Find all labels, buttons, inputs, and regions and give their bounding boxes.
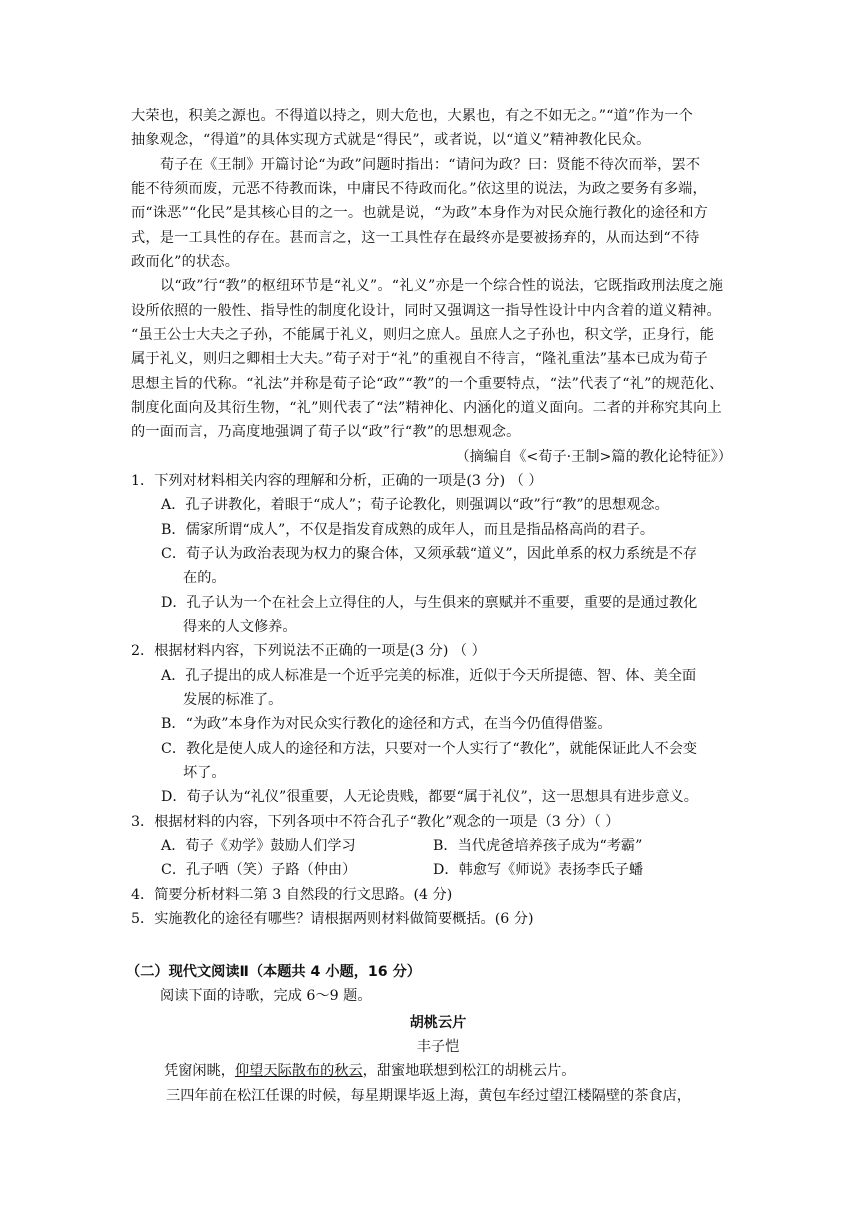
- poem-line-1: [164, 1059, 575, 1083]
- passage-line: 大荣也，积美之源也。不得道以持之，则大危也，大累也，有之不如无之。”“道”作为一个: [131, 108, 693, 124]
- question-4: 4．简要分析材料二第 3 自然段的行文思路。(4 分): [131, 887, 453, 903]
- question-3: 3．根据材料的内容，下列各项中不符合孔子“教化”观念的一项是（3 分）（ ）: [131, 814, 620, 830]
- passage-line: 抽象观念，“得道”的具体实现方式就是“得民”，或者说，以“道义”精神教化民众。: [131, 132, 651, 148]
- passage-line: 设所依照的一般性、指导性的制度化设计，同时又强调这一指导性设计中内含着的道义精神。: [131, 303, 721, 319]
- question-2-option-c: C．教化是使人成人的途径和方法，只要对一个人实行了“教化”，就能保证此人不会变: [161, 741, 698, 757]
- passage-line: 思想主旨的代称。“礼法”并称是荀子论“政”“教”的一个重要特点，“法”代表了“礼”的规范化、: [131, 376, 724, 392]
- passage-line: 政而化”的状态。: [131, 254, 240, 270]
- passage-line: 荀子在《王制》开篇讨论“为政”问题时指出：“请问为政？曰：贤能不待次而举，罢不: [160, 157, 701, 173]
- poem-author: 丰子恺: [416, 1039, 460, 1055]
- question-2-option-d: D．荀子认为“礼仪”很重要，人无论贵贱，都要“属于礼仪”，这一思想具有进步意义。: [161, 789, 698, 805]
- passage-line: 的一面而言，乃高度地强调了荀子以“政”行“教”的思想观念。: [131, 424, 521, 440]
- question-2-option-c-cont: 坏了。: [183, 765, 226, 781]
- question-1-option-c-cont: 在的。: [183, 570, 226, 586]
- question-5: 5．实施教化的途径有哪些？请根据两则材料做简要概括。(6 分): [131, 911, 534, 927]
- passage-line: “虽王公士大夫之子孙，不能属于礼义，则归之庶人。虽庶人之子孙也，积文学，正身行，能: [131, 327, 714, 343]
- section-instruction: 阅读下面的诗歌，完成 6～9 题。: [160, 988, 372, 1004]
- question-2-option-a: A．孔子提出的成人标准是一个近乎完美的标准，近似于今天所提德、智、体、美全面: [161, 668, 697, 684]
- poem-line-1-pre: 凭窗闲眺，: [164, 1063, 235, 1079]
- passage-line: 制度化面向及其衍生物，“礼”则代表了“法”精神化、内涵化的道义面向。二者的并称究其向上: [131, 400, 722, 416]
- poem-line-1-underlined: 仰望天际散布的秋云: [234, 1063, 363, 1079]
- question-3-option-c: C．孔子哂（笑）子路（仲由）: [161, 862, 357, 878]
- question-2-option-b: B．“为政”本身作为对民众实行教化的途径和方式，在当今仍值得借鉴。: [161, 716, 612, 732]
- poem-line-2: 三四年前在松江任课的时候，每星期课毕返上海，黄包车经过望江楼隔壁的茶食店，: [166, 1088, 691, 1104]
- question-3-option-a: A．荀子《劝学》鼓励人们学习: [161, 838, 356, 854]
- question-1-option-a: A．孔子讲教化，着眼于“成人”；荀子论教化，则强调以“政”行“教”的思想观念。: [161, 497, 669, 513]
- section-heading: （二）现代文阅读Ⅱ（本题共 4 小题，16 分）: [126, 964, 421, 980]
- passage-line: 属于礼义，则归之卿相士大夫。”荀子对于“礼”的重视自不待言，“隆礼重法”基本已成为荀子: [131, 351, 708, 367]
- question-1-option-b: B．儒家所谓“成人”，不仅是指发育成熟的成年人，而且是指品格高尚的君子。: [161, 522, 655, 538]
- poem-line-1-post: ，甜蜜地联想到松江的胡桃云片。: [362, 1063, 576, 1079]
- passage-line: 式，是一工具性的存在。甚而言之，这一工具性存在最终亦是要被扬弃的，从而达到“不待: [131, 230, 700, 246]
- passage-source: （摘编自《<荀子·王制>篇的教化论特征》）: [455, 449, 732, 465]
- question-3-option-d: D．韩愈写《师说》表扬李氏子蟠: [433, 862, 644, 878]
- poem-title: 胡桃云片: [409, 1015, 467, 1031]
- question-1-option-d-cont: 得来的人文修养。: [183, 619, 297, 635]
- passage-line: 能不待须而废，元恶不待教而诛，中庸民不待政而化。”依这里的说法，为政之要务有多端，: [131, 181, 707, 197]
- question-1: 1．下列对材料相关内容的理解和分析，正确的一项是(3 分) （ ）: [131, 473, 543, 489]
- question-2-option-a-cont: 发展的标准了。: [183, 692, 283, 708]
- question-3-option-b: B．当代虎爸培养孩子成为“考霸”: [433, 838, 643, 854]
- passage-line: 而“诛恶”“化民”是其核心目的之一。也就是说，“为政”本身作为对民众施行教化的途径和方: [131, 205, 709, 221]
- question-1-option-d: D．孔子认为一个在社会上立得住的人，与生俱来的禀赋并不重要，重要的是通过教化: [161, 595, 698, 611]
- question-1-option-c: C．荀子认为政治表现为权力的聚合体，又须承载“道义”，因此单系的权力系统是不存: [161, 546, 698, 562]
- passage-line: 以“政”行“教”的枢纽环节是“礼义”。“礼义”亦是一个综合性的说法，它既指政刑法度之施: [160, 278, 724, 294]
- question-2: 2．根据材料内容，下列说法不正确的一项是(3 分) （ ）: [131, 643, 486, 659]
